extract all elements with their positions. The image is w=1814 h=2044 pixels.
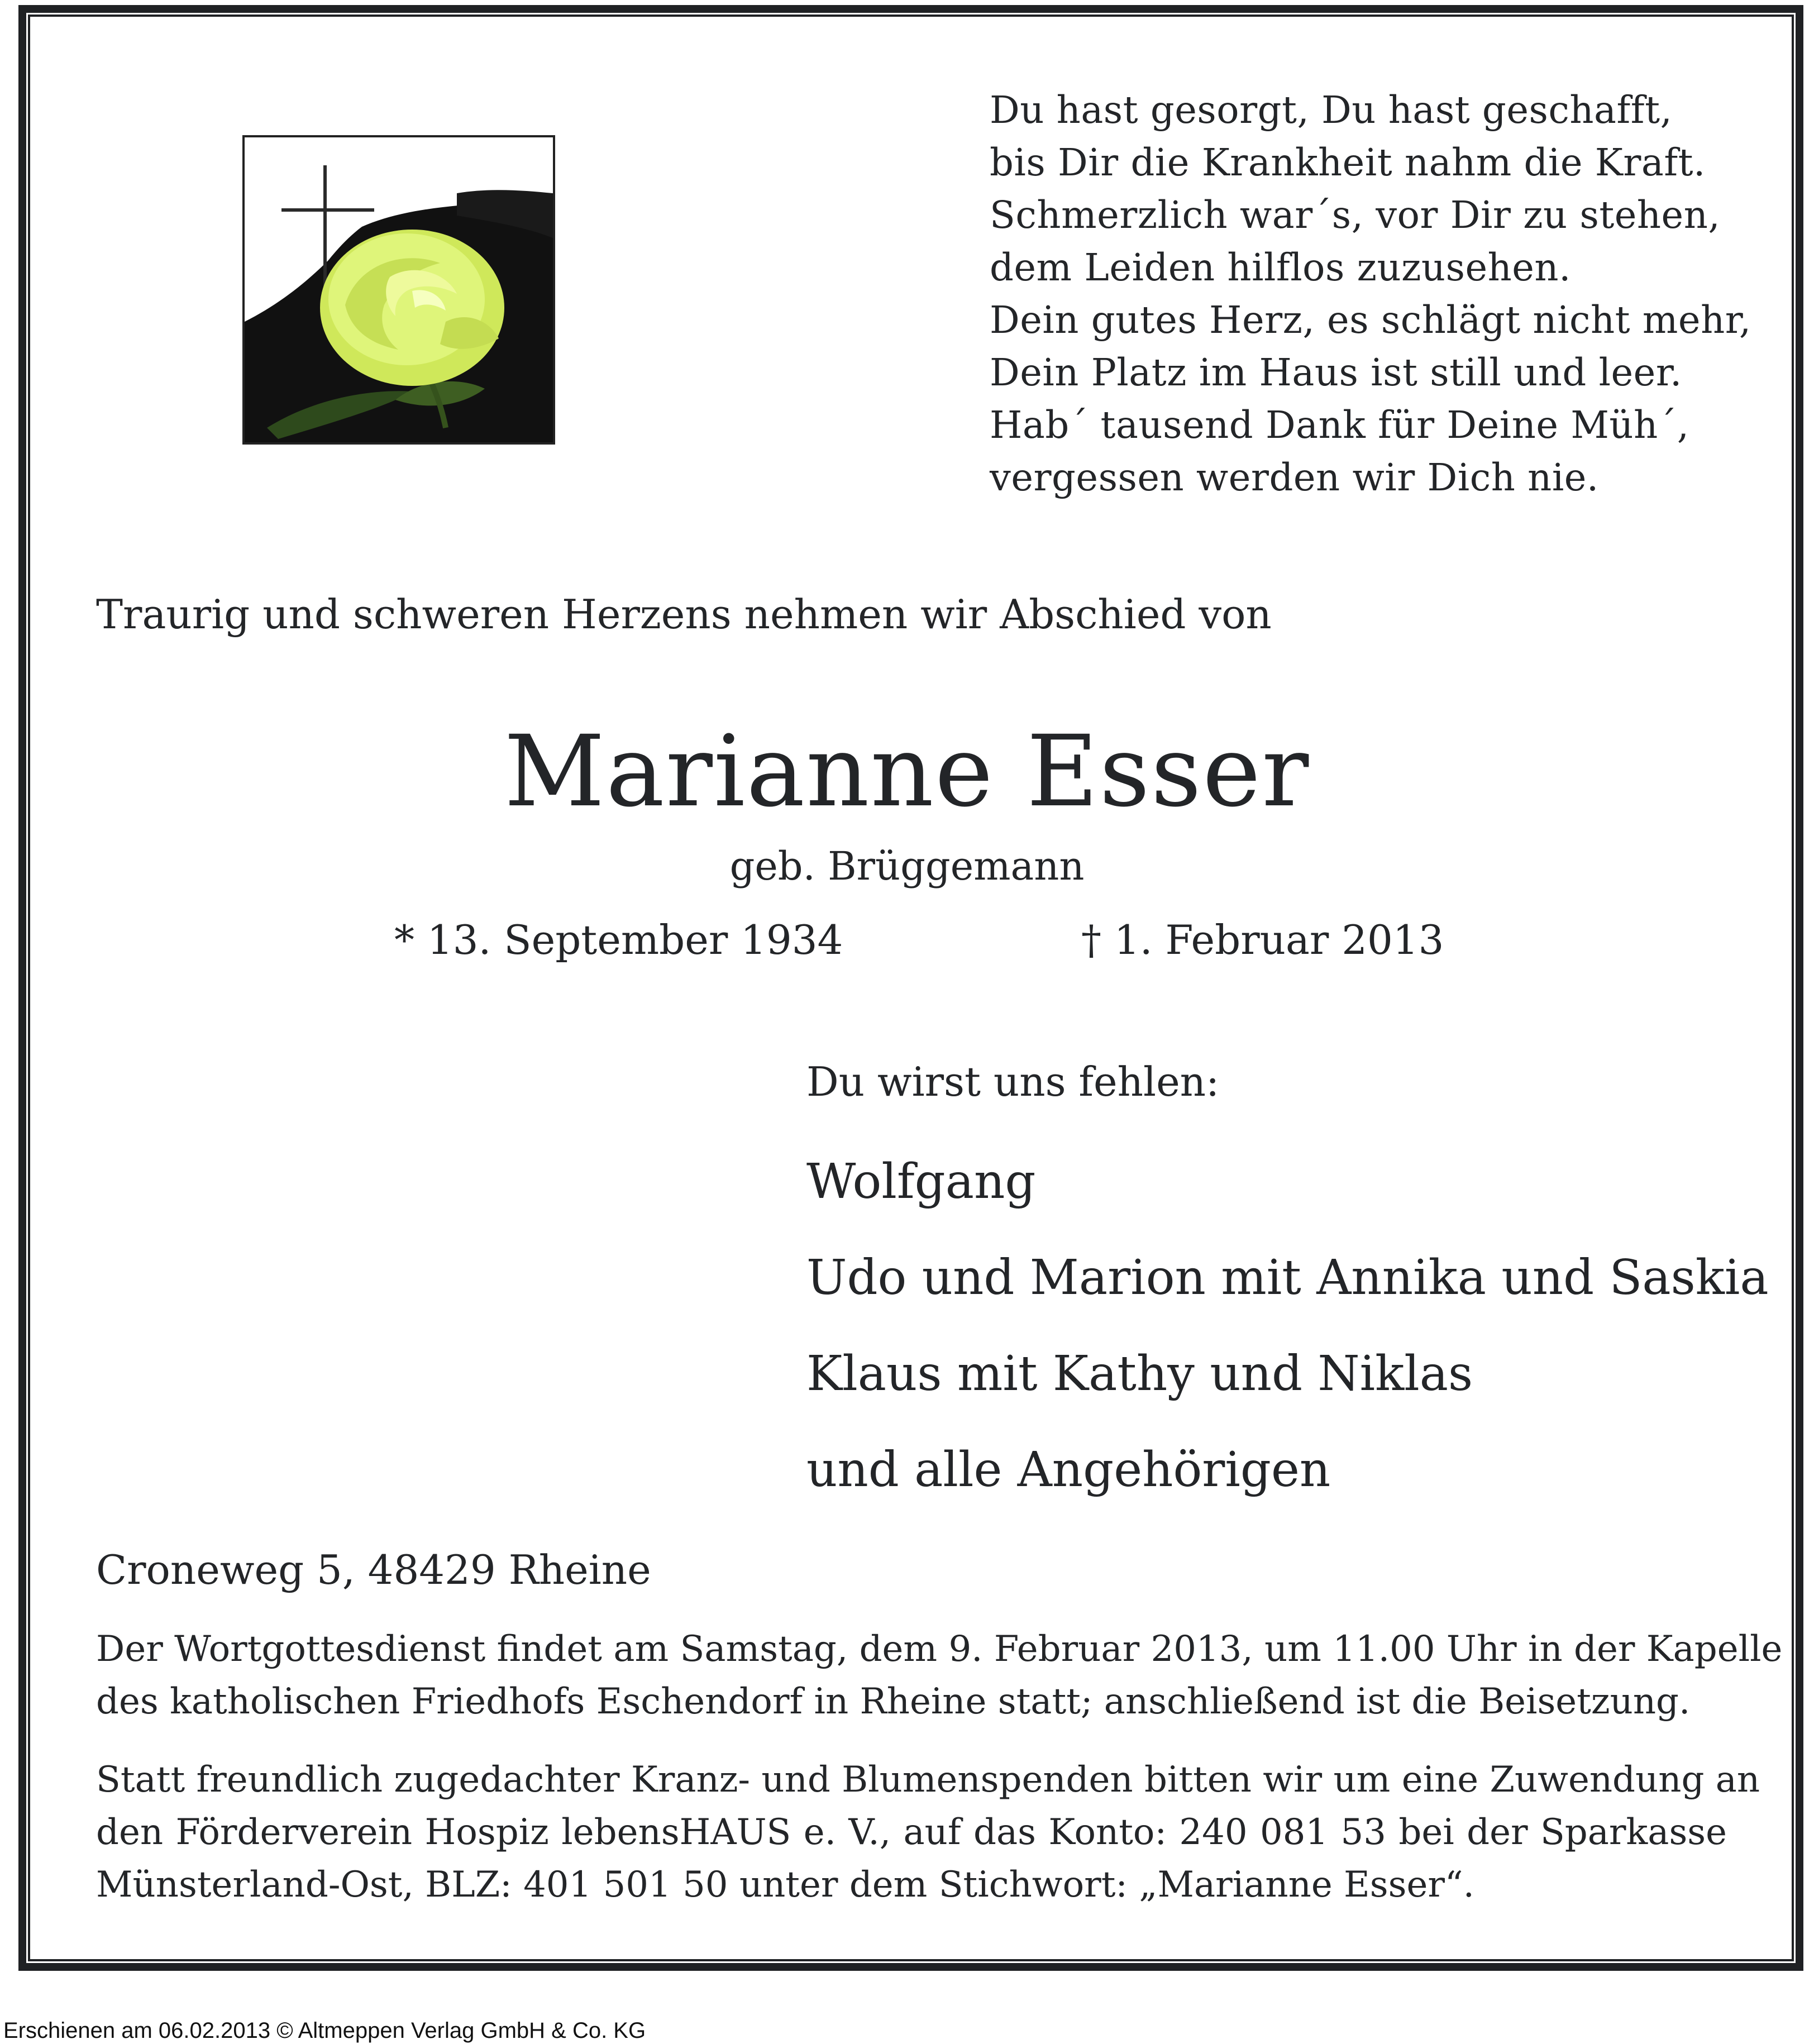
poem xyxy=(990,84,1783,504)
donation-paragraph xyxy=(96,1754,1760,1911)
deceased-name: Marianne Esser xyxy=(504,714,1310,829)
rose-icon xyxy=(245,137,553,442)
poem-line: bis Dir die Krankheit nahm die Kraft. xyxy=(990,141,1706,184)
poem-line: Dein Platz im Haus ist still und leer. xyxy=(990,351,1682,394)
service-paragraph xyxy=(96,1623,1783,1728)
address: Croneweg 5, 48429 Rheine xyxy=(96,1546,651,1593)
cross-and-rose-image xyxy=(242,135,555,445)
service-line: des katholischen Friedhofs Eschendorf in Rheine statt; anschließend ist die Beisetzung. xyxy=(96,1681,1691,1722)
birth-date: * 13. September 1934 xyxy=(394,916,843,963)
poem-line: dem Leiden hilflos zuzusehen. xyxy=(990,246,1571,289)
donation-line: den Förderverein Hospiz lebensHAUS e. V., auf das Konto: 240 081 53 bei der Sparkasse xyxy=(96,1812,1727,1853)
poem-line: Du hast gesorgt, Du hast geschafft, xyxy=(990,88,1673,132)
mourners-heading: Du wirst uns fehlen: xyxy=(806,1058,1220,1105)
poem-line: Hab´ tausend Dank für Deine Müh´, xyxy=(990,403,1689,447)
poem-line: vergessen werden wir Dich nie. xyxy=(990,456,1599,499)
donation-line: Statt freundlich zugedachter Kranz- und Blumenspenden bitten wir um eine Zuwendung an xyxy=(96,1759,1760,1801)
intro-text: Traurig und schweren Herzens nehmen wir Abschied von xyxy=(96,591,1272,638)
maiden-name: geb. Brüggemann xyxy=(729,843,1085,889)
service-line: Der Wortgottesdienst findet am Samstag, dem 9. Februar 2013, um 11.00 Uhr in der Kapelle xyxy=(96,1628,1783,1670)
poem-line: Dein gutes Herz, es schlägt nicht mehr, xyxy=(990,298,1751,342)
mourner-line: Klaus mit Kathy und Niklas xyxy=(806,1346,1473,1402)
death-date: † 1. Februar 2013 xyxy=(1081,916,1444,963)
mourner-line: Udo und Marion mit Annika und Saskia xyxy=(806,1250,1769,1306)
mourner-line: und alle Angehörigen xyxy=(806,1442,1331,1498)
poem-line: Schmerzlich war´s, vor Dir zu stehen, xyxy=(990,193,1721,237)
mourner-line: Wolfgang xyxy=(806,1154,1036,1210)
donation-line: Münsterland-Ost, BLZ: 401 501 50 unter dem Stichwort: „Marianne Esser“. xyxy=(96,1864,1474,1905)
publication-footer: Erschienen am 06.02.2013 © Altmeppen Verlag GmbH & Co. KG xyxy=(3,2018,646,2043)
mourners-list xyxy=(806,1134,1789,1518)
